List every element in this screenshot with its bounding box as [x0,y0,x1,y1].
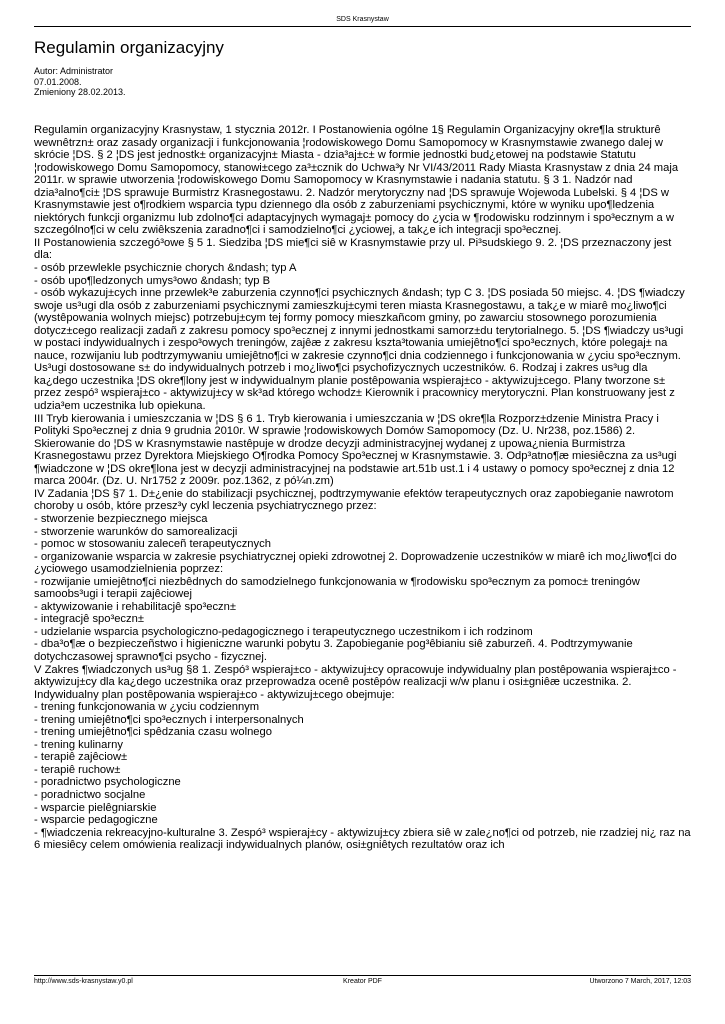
paragraph-detailed-provisions: II Postanowienia szczegó³owe § 5 1. Siedziba ¦DS mie¶ci siê w Krasnymstawie przy ul. Pi³sudskiego 9. 2. ¦DS przeznaczony jest dla: [34,236,672,262]
page-header [34,15,691,24]
list-item: - udzielanie wsparcia psychologiczno-pedagogicznego i terapeutycznego uczestnikom i ich rodzinom [34,625,533,638]
header-site-name: SDS Krasnystaw [336,16,389,23]
paragraph-tasks-skills: - rozwijanie umiejêtno¶ci niezbêdnych do samodzielnego funkcjonowania w ¶rodowisku spo³ecznym za pomoc± treningów samoobs³ugi i terapii zajêciowej [34,575,640,601]
paragraph-general-provisions: Regulamin organizacyjny Krasnystaw, 1 stycznia 2012r. I Postanowienia ogólne 1§ Regulamin Organizacyjny okre¶la strukturê wewnêtrzn± oraz zasady organizacji i funkcjonowania ¦rodowiskowego Domu Samopomocy w Krasnymstawie zwanego dalej w skrócie ¦DS. § 2 ¦DS jest jednostk± organizacyjn± Miasta - dzia³aj±c± w formie jednostki bud¿etowej na podstawie Statutu ¦rodowiskowego Domu Samopomocy, stanowi±cego za³±cznik do Uchwa³y Nr VI/43/2011 Rady Miasta Krasnystaw z dnia 24 maja 2011r. w sprawie utworzenia ¦rodowiskowego Domu Samopomocy w Krasnymstawie i nadania statutu. § 3 1. Nadzór nad dzia³alno¶ci± ¦DS sprawuje Burmistrz Krasnegostawu. 2. Nadzór merytoryczny nad ¦DS sprawuje Wojewoda Lubelski. § 4 ¦DS w Krasnymstawie jest o¶rodkiem wsparcia typu dziennego dla osób z zaburzeniami psychicznymi, które w wyniku upo¶ledzenia niektórych funkcji organizmu lub zdolno¶ci adaptacyjnych wymagaj± pomocy do ¿ycia w ¶rodowisku rodzinnym i spo³ecznym a w szczególno¶ci w celu zwiêkszenia zaradno¶ci i samodzielno¶ci ¿yciowej, a tak¿e ich integracji spo³ecznej. [34,124,679,237]
list-item: - terapiê zajêciow± [34,751,128,764]
footer-created-date: Utworzono 7 March, 2017, 12:03 [589,978,691,985]
footer-generator: Kreator PDF [343,978,382,985]
paragraph-tasks: IV Zadania ¦DS §7 1. D±¿enie do stabilizacji psychicznej, podtrzymywanie efektów terapeutycznych oraz zapobieganie nawrotom choroby u osób, które przesz³y cykl leczenia psychiatrycznego przez: [34,487,674,513]
paragraph-tasks-safety: - dba³o¶æ o bezpieczeñstwo i higieniczne warunki pobytu 3. Zapobieganie pog³êbianiu siê zaburzeñ. 4. Podtrzymywanie dotychczasowej sprawno¶ci psycho - fizycznej. [34,638,633,663]
list-item: - trening funkcjonowania w ¿yciu codziennym [34,701,260,714]
paragraph-scope: V Zakres ¶wiadczonych us³ug §8 1. Zespó³ wspieraj±co - aktywizuj±cy opracowuje indywidualny plan postêpowania wspieraj±co - aktywizuj±cy dla ka¿dego uczestnika oraz przeprowadza ocenê postêpów realizacji w/w planu i osi±gniêæ uczestnika. 2. Indywidualny plan postêpowania wspieraj±co - aktywizuj±cego obejmuje: [34,663,677,701]
list-item: - pomoc w stosowaniu zaleceñ terapeutycznych [34,538,271,551]
page-title: Regulamin organizacyjny [34,38,224,57]
list-item: - aktywizowanie i rehabilitacjê spo³eczn± [34,600,237,613]
author-line: Autor: Administrator [34,66,114,76]
paragraph-services: - osób wykazuj±cych inne przewlek³e zaburzenia czynno¶ci psychicznych &ndash; typ C 3. ¦DS posiada 50 miejsc. 4. ¦DS ¶wiadczy swoje us³ugi dla osób z zaburzeniami psychicznymi zamieszkuj±cymi teren miasta Krasnegostawu, a tak¿e w miarê mo¿liwo¶ci (wystêpowania wolnych miejsc) potrzebuj±cym tej formy pomocy mieszkañcom gminy, po zawarciu stosownego porozumienia dotycz±cego realizacji zadañ z zakresu pomocy spo³ecznej z innymi jednostkami samorz±du terytorialnego. 5. ¦DS ¶wiadczy us³ugi w postaci indywidualnych i zespo³owych treningów, zajêæ z zakresu kszta³towania umiejêtno¶ci spo³ecznych, które polegaj± na nauce, rozwijaniu lub podtrzymywaniu umiejêtno¶ci w zakresie czynno¶ci dnia codziennego i funkcjonowania w ¿yciu spo³ecznym. Us³ugi dostosowane s± do indywidualnych potrzeb i mo¿liwo¶ci psychofizycznych uczestników. 6. Rodzaj i zakres us³ug dla ka¿dego uczestnika ¦DS okre¶lony jest w indywidualnym planie postêpowania wspieraj±co - aktywizuj±cego. Plany tworzone s± przez zespó³ wspieraj±co - aktywizuj±cy w sk³ad którego wchodz± Kierownik i pracownicy merytoryczni. Plan konstruowany jest z udzia³em uczestnika lub opiekuna. [34,287,685,413]
list-item: - integracjê spo³eczn± [34,613,144,626]
list-item: - trening umiejêtno¶ci spo³ecznych i interpersonalnych [34,713,304,726]
list-item: - trening umiejêtno¶ci spêdzania czasu wolnego [34,726,272,739]
list-item: - poradnictwo psychologiczne [34,776,181,789]
list-item: - wsparcie pedagogiczne [34,814,158,827]
paragraph-tasks-support: - organizowanie wsparcia w zakresie psychiatrycznej opieki zdrowotnej 2. Doprowadzenie uczestników w miarê ich mo¿liwo¶ci do ¿yciowego usamodzielnienia poprzez: [34,550,677,576]
list-item: - poradnictwo socjalne [34,788,146,801]
list-item: - terapiê ruchow± [34,763,121,776]
list-item: - stworzenie warunków do samorealizacji [34,525,238,538]
list-item: - osób upo¶ledzonych umys³owo &ndash; typ B [34,274,271,287]
list-item: - trening kulinarny [34,738,123,751]
header-divider [34,26,691,27]
created-date: 07.01.2008. [34,76,82,87]
modified-date: Zmieniony 28.02.2013. [34,87,126,98]
article-body [34,124,691,852]
list-item: - osób przewlekle psychicznie chorych &ndash; typ A [34,262,297,275]
paragraph-admission: III Tryb kierowania i umieszczania w ¦DS § 6 1. Tryb kierowania i umieszczania w ¦DS okre¶la Rozporz±dzenie Ministra Pracy i Polityki Spo³ecznej z dnia 9 grudnia 2010r. W sprawie ¦rodowiskowych Domów Samopomocy (Dz. U. Nr238, poz.1586) 2. Skierowanie do ¦DS w Krasnymstawie nastêpuje w drodze decyzji administracyjnej wydanej z upowa¿nienia Burmistrza Krasnegostawu przez Dyrektora Miejskiego O¶rodka Pomocy Spo³ecznej w Krasnymstawie. 3. Odp³atno¶æ miesiêczna za us³ugi ¶wiadczone w ¦DS okre¶lona jest w decyzji administracyjnej na podstawie art.51b ust.1 i 4 ustawy o pomocy spo³ecznej z dnia 12 marca 2004r. (Dz. U. Nr1752 z 2009r. poz.1362, z pó¼n.zm) [34,412,677,488]
list-item: - wsparcie pielêgniarskie [34,801,157,814]
article-meta [34,66,126,98]
footer-divider [34,975,691,976]
paragraph-team-meetings: - ¶wiadczenia rekreacyjno-kulturalne 3. Zespó³ wspieraj±cy - aktywizuj±cy zbiera siê w zale¿no¶ci od potrzeb, nie rzadziej ni¿ raz na 6 miesiêcy celem omówienia realizacji indywidualnych planów, osi±gniêtych rezultatów oraz ich [34,826,691,852]
footer-url-link[interactable]: http://www.sds-krasnystaw.y0.pl [34,978,133,985]
list-item: - stworzenie bezpiecznego miejsca [34,512,208,525]
